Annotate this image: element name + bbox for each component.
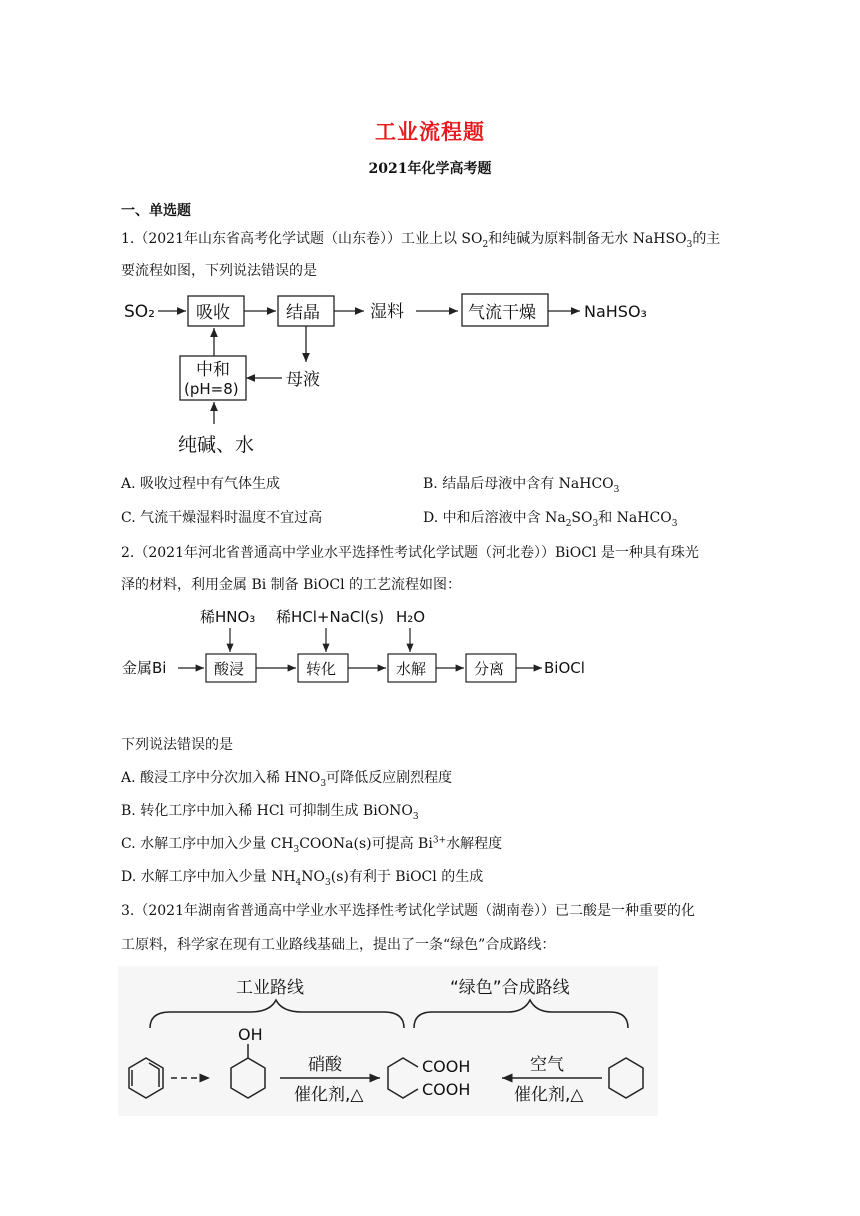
dry-label: 气流干燥 (468, 303, 536, 323)
q3-cond1: 催化剂,△ (294, 1085, 364, 1105)
q2-option-b: B. 转化工序中加入稀 HCl 可抑制生成 BiONO$_3$ (121, 803, 419, 822)
q2-option-d: D. 水解工序中加入少量 $NH_4NO_3(s)$有利于 BiOCl 的生成 (121, 869, 484, 888)
q1-option-a: A. 吸收过程中有气体生成 (121, 476, 281, 492)
q3-route2: “绿色”合成路线 (450, 978, 570, 998)
q3-stem: 3.（2021年湖南省普通高中学业水平选择性考试化学试题（湖南卷））已二酸是一种重要的化 (121, 903, 695, 919)
q3-cond2: 催化剂,△ (514, 1085, 584, 1105)
q2-reagent3: H₂O (396, 608, 426, 626)
q1-stem: 1.（2021年山东省高考化学试题（山东卷））工业上以 $SO_2$和纯碱为原料制备无水 NaHSO$_3$的主 (121, 231, 721, 250)
q3-synthesis-diagram (118, 966, 658, 1116)
neutralize-ph: (pH=8) (184, 380, 239, 398)
soda-label: 纯碱、水 (178, 434, 255, 456)
q2-flow-diagram (118, 602, 618, 686)
q3-reagent1: 硝酸 (308, 1055, 342, 1075)
q2-option-c: C. 水解工序中加入少量 $CH_3COONa(s)$可提高 $Bi^{3+}$水解程度 (121, 835, 503, 855)
absorb-label: 吸收 (196, 303, 230, 323)
q2-reagent2: 稀HCl+NaCl(s) (276, 608, 385, 626)
q3-reagent2: 空气 (530, 1055, 564, 1075)
wet-label: 湿料 (370, 302, 404, 322)
q1-stem-cont: 要流程如图，下列说法错误的是 (121, 263, 317, 279)
q2-step3: 水解 (396, 660, 427, 678)
q1-option-c: C. 气流干燥湿料时温度不宜过高 (121, 510, 323, 526)
q1-option-b: B. 结晶后母液中含有 NaHCO$_3$ (423, 476, 620, 495)
q3-route1: 工业路线 (236, 978, 304, 998)
page-title: 工业流程题 (375, 120, 485, 144)
q2-step2: 转化 (306, 660, 337, 678)
q1-flow-diagram (118, 288, 678, 464)
q2-option-a: A. 酸浸工序中分次加入稀 $HNO_3$可降低反应剧烈程度 (121, 770, 453, 789)
q1-option-d: D. 中和后溶液中含 $Na_2SO_3$和 NaHCO$_3$ (423, 510, 678, 529)
crystal-label: 结晶 (286, 303, 320, 323)
q2-stem-cont: 泽的材料，利用金属 Bi 制备 BiOCl 的工艺流程如图： (121, 577, 461, 593)
q2-reagent1: 稀HNO₃ (200, 608, 256, 626)
product-label: NaHSO₃ (584, 302, 647, 321)
q3-stem-cont: 工原料，科学家在现有工业路线基础上，提出了一条“绿色”合成路线： (121, 937, 556, 953)
q2-product: BiOCl (544, 659, 585, 677)
q3-cooh2: COOH (422, 1080, 471, 1099)
q2-stem: 2.（2021年河北省普通高中学业水平选择性考试化学试题（河北卷））BiOCl 是一种具有珠光 (121, 545, 699, 561)
q3-oh: OH (238, 1025, 263, 1044)
section-heading: 一、单选题 (121, 203, 191, 219)
q1-so2-label: SO₂ (124, 302, 155, 322)
q2-start: 金属Bi (122, 659, 167, 677)
page-subtitle: 2021年化学高考题 (368, 161, 492, 177)
q2-lead: 下列说法错误的是 (121, 737, 233, 753)
q2-step1: 酸浸 (214, 660, 245, 678)
neutralize-label: 中和 (196, 360, 230, 380)
q2-step4: 分离 (474, 660, 505, 678)
mother-label: 母液 (286, 370, 320, 390)
q3-cooh1: COOH (422, 1057, 471, 1076)
